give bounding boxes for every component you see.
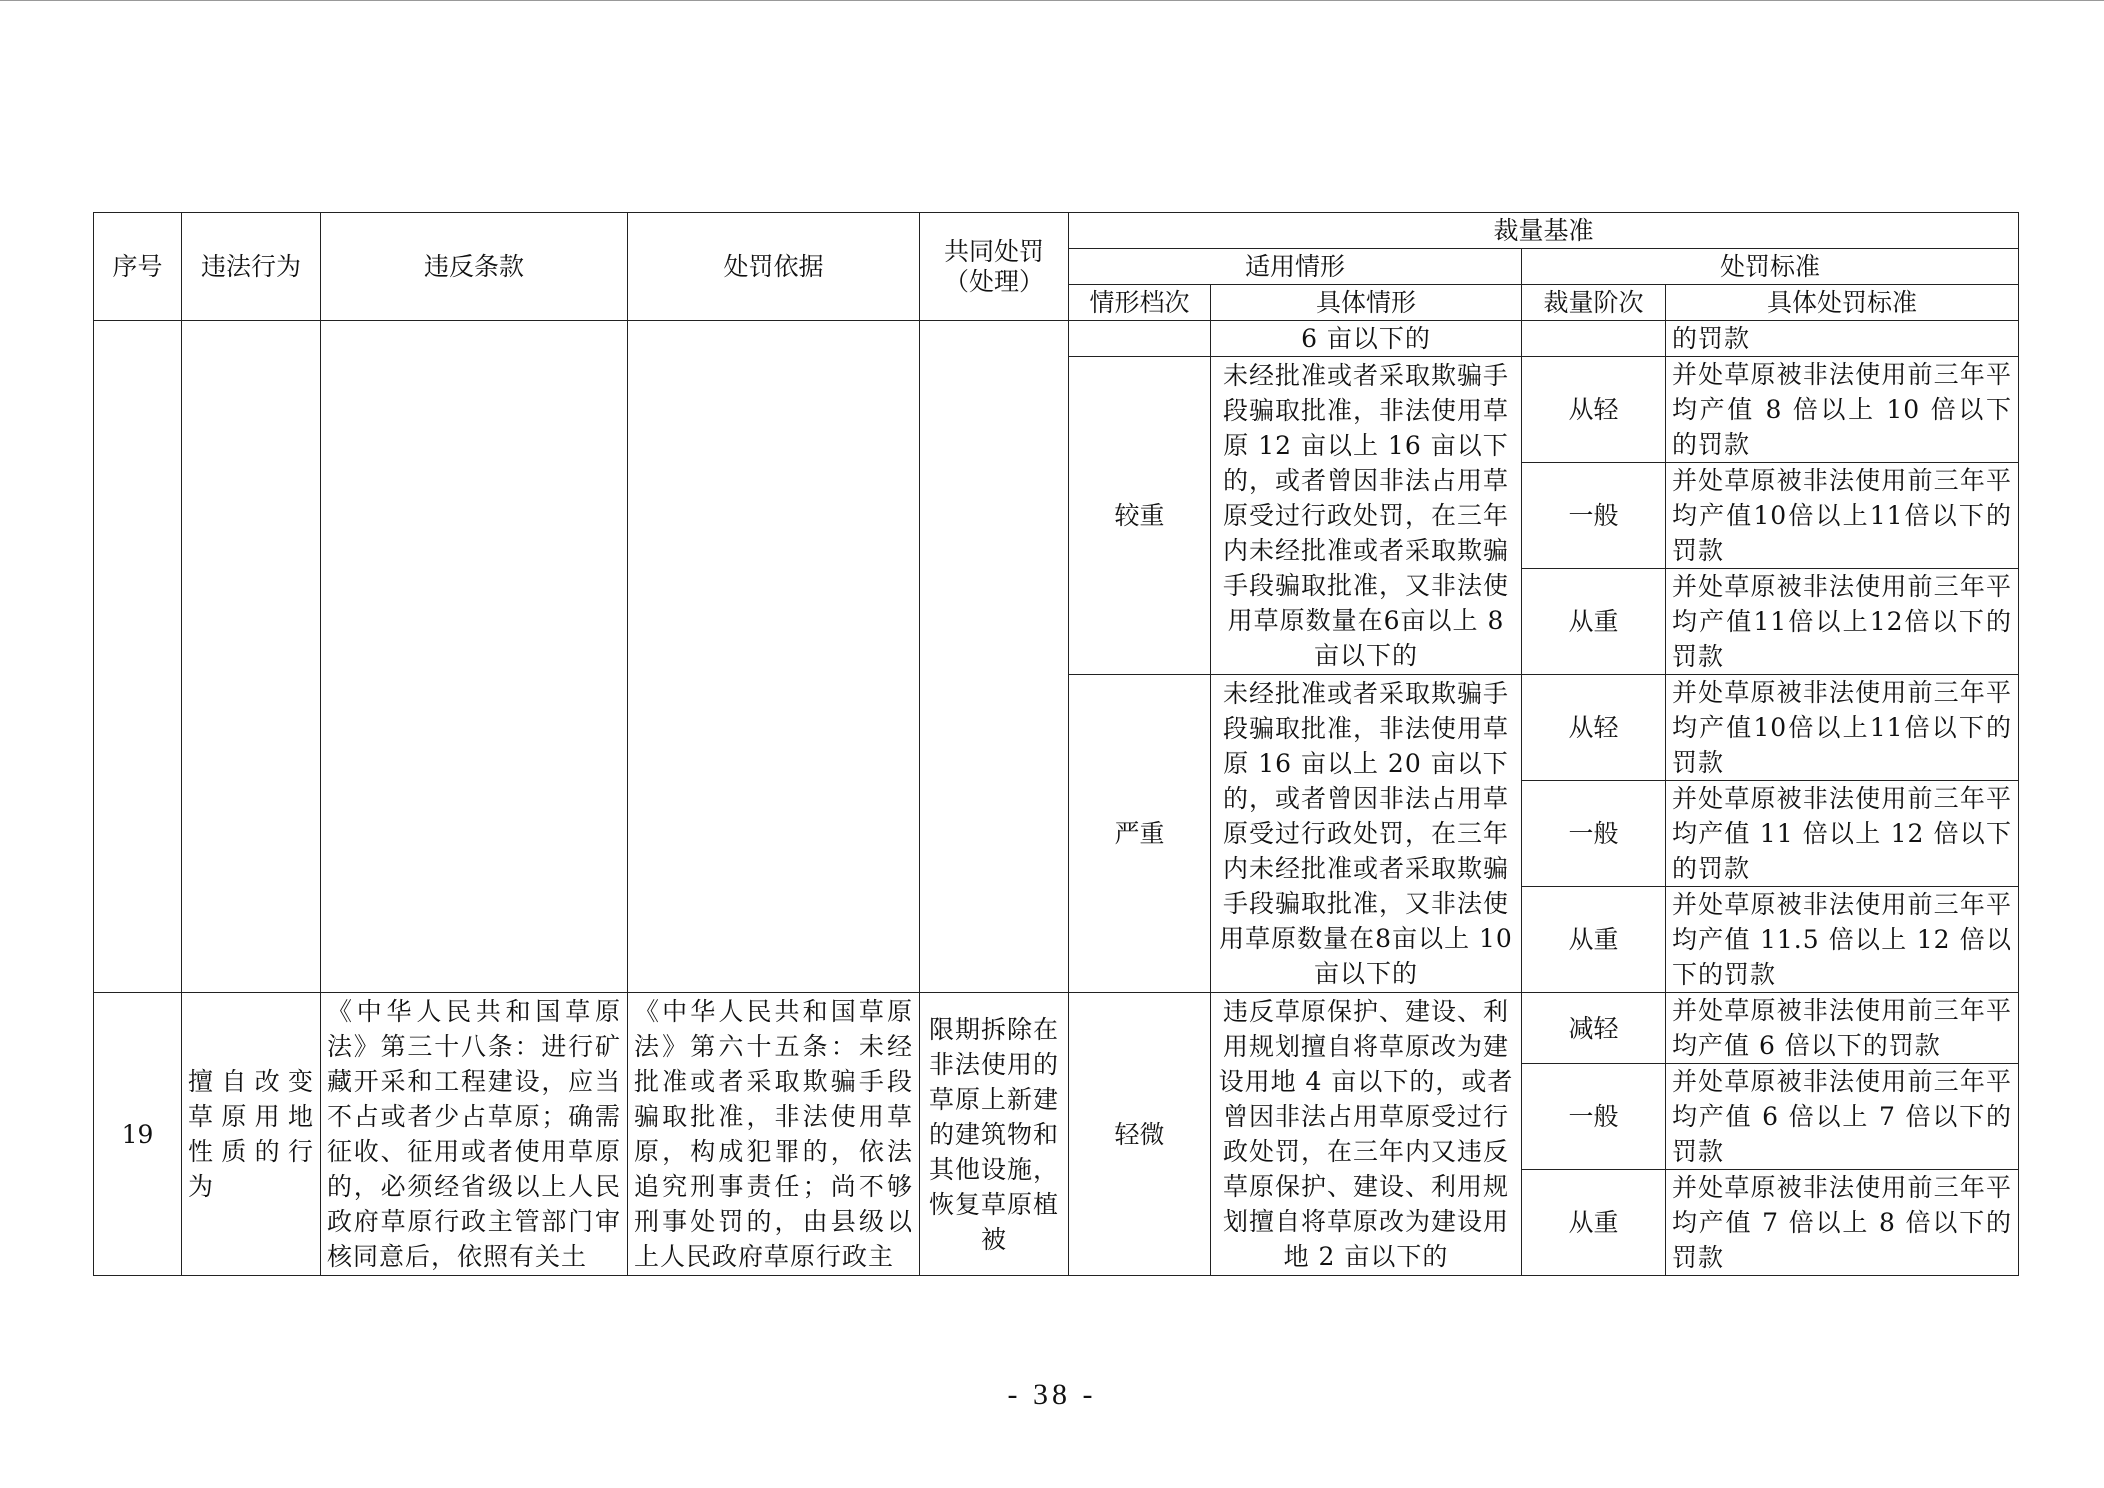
cont-situation-cell: 6 亩以下的 (1211, 321, 1522, 357)
header-clause: 违反条款 (321, 213, 628, 321)
severe-level-cell: 严重 (1069, 675, 1211, 993)
item19-standard-1: 并处草原被非法使用前三年平均产值 6 倍以下的罚款 (1666, 993, 2019, 1064)
item19-tier-2: 一般 (1522, 1064, 1666, 1170)
header-applicable: 适用情形 (1069, 249, 1522, 285)
heavy-level-cell: 较重 (1069, 357, 1211, 675)
item19-behavior-cell: 擅自改变草原用地性质的行为 (182, 993, 321, 1276)
severe-tier-1: 从轻 (1522, 675, 1666, 781)
heavy-standard-1: 并处草原被非法使用前三年平均产值 8 倍以上 10 倍以下的罚款 (1666, 357, 2019, 463)
header-level: 情形档次 (1069, 285, 1211, 321)
heavy-standard-3: 并处草原被非法使用前三年平均产值11倍以上12倍以下的罚款 (1666, 569, 2019, 675)
heavy-tier-2: 一般 (1522, 463, 1666, 569)
cont-tier-cell (1522, 321, 1666, 357)
header-basis: 处罚依据 (628, 213, 920, 321)
item19-tier-1: 减轻 (1522, 993, 1666, 1064)
heavy-situation-cell: 未经批准或者采取欺骗手段骗取批准，非法使用草原 12 亩以上 16 亩以下的，或者曾因非法占用草原受过行政处罚，在三年内未经批准或者采取欺骗手段骗取批准，又非法使用草原数量在6亩以上 8 亩以下的 (1211, 357, 1522, 675)
severe-tier-3: 从重 (1522, 887, 1666, 993)
item19-tier-3: 从重 (1522, 1170, 1666, 1276)
item19-clause-cell: 《中华人民共和国草原法》第三十八条：进行矿藏开采和工程建设，应当不占或者少占草原；确需征收、征用或者使用草原的，必须经省级以上人民政府草原行政主管部门审核同意后，依照有关土 (321, 993, 628, 1276)
heavy-tier-1: 从轻 (1522, 357, 1666, 463)
header-penalty-standard: 处罚标准 (1522, 249, 2019, 285)
header-joint-line1: 共同处罚 (943, 236, 1044, 266)
cont-clause-cell (321, 321, 628, 993)
item19-seq-cell: 19 (94, 993, 182, 1276)
item19-standard-2: 并处草原被非法使用前三年平均产值 6 倍以上 7 倍以下的罚款 (1666, 1064, 2019, 1170)
top-border-line (0, 0, 2104, 1)
severe-tier-2: 一般 (1522, 781, 1666, 887)
item19-basis-cell: 《中华人民共和国草原法》第六十五条：未经批准或者采取欺骗手段骗取批准，非法使用草原，构成犯罪的，依法追究刑事责任；尚不够刑事处罚的，由县级以上人民政府草原行政主 (628, 993, 920, 1276)
table-row (94, 993, 2019, 1064)
header-situation: 具体情形 (1211, 285, 1522, 321)
header-joint (920, 213, 1069, 321)
severe-situation-cell: 未经批准或者采取欺骗手段骗取批准，非法使用草原 16 亩以上 20 亩以下的，或者曾因非法占用草原受过行政处罚，在三年内未经批准或者采取欺骗手段骗取批准，又非法使用草原数量在8亩以上 10 亩以下的 (1211, 675, 1522, 993)
header-joint-line2: （处理） (943, 266, 1044, 296)
cont-basis-cell (628, 321, 920, 993)
table-row (94, 321, 2019, 357)
severe-standard-1: 并处草原被非法使用前三年平均产值10倍以上11倍以下的罚款 (1666, 675, 2019, 781)
cont-standard-cell: 的罚款 (1666, 321, 2019, 357)
cont-seq-cell (94, 321, 182, 993)
severe-standard-2: 并处草原被非法使用前三年平均产值 11 倍以上 12 倍以下的罚款 (1666, 781, 2019, 887)
item19-joint-cell: 限期拆除在非法使用的草原上新建的建筑物和其他设施，恢复草原植被 (920, 993, 1069, 1276)
header-specific-standard: 具体处罚标准 (1666, 285, 2019, 321)
item19-situation-cell: 违反草原保护、建设、利用规划擅自将草原改为建设用地 4 亩以下的，或者曾因非法占用草原受过行政处罚，在三年内又违反草原保护、建设、利用规划擅自将草原改为建设用地 2 亩以下的 (1211, 993, 1522, 1276)
severe-standard-3: 并处草原被非法使用前三年平均产值 11.5 倍以上 12 倍以下的罚款 (1666, 887, 2019, 993)
discretion-table (93, 212, 2019, 1276)
item19-standard-3: 并处草原被非法使用前三年平均产值 7 倍以上 8 倍以下的罚款 (1666, 1170, 2019, 1276)
cont-behavior-cell (182, 321, 321, 993)
header-seq: 序号 (94, 213, 182, 321)
item19-level-cell: 轻微 (1069, 993, 1211, 1276)
cont-joint-cell (920, 321, 1069, 993)
heavy-standard-2: 并处草原被非法使用前三年平均产值10倍以上11倍以下的罚款 (1666, 463, 2019, 569)
page-number: - 38 - (1007, 1378, 1097, 1411)
cont-level-cell (1069, 321, 1211, 357)
header-behavior: 违法行为 (182, 213, 321, 321)
heavy-tier-3: 从重 (1522, 569, 1666, 675)
header-tier: 裁量阶次 (1522, 285, 1666, 321)
header-discretion: 裁量基准 (1069, 213, 2019, 249)
